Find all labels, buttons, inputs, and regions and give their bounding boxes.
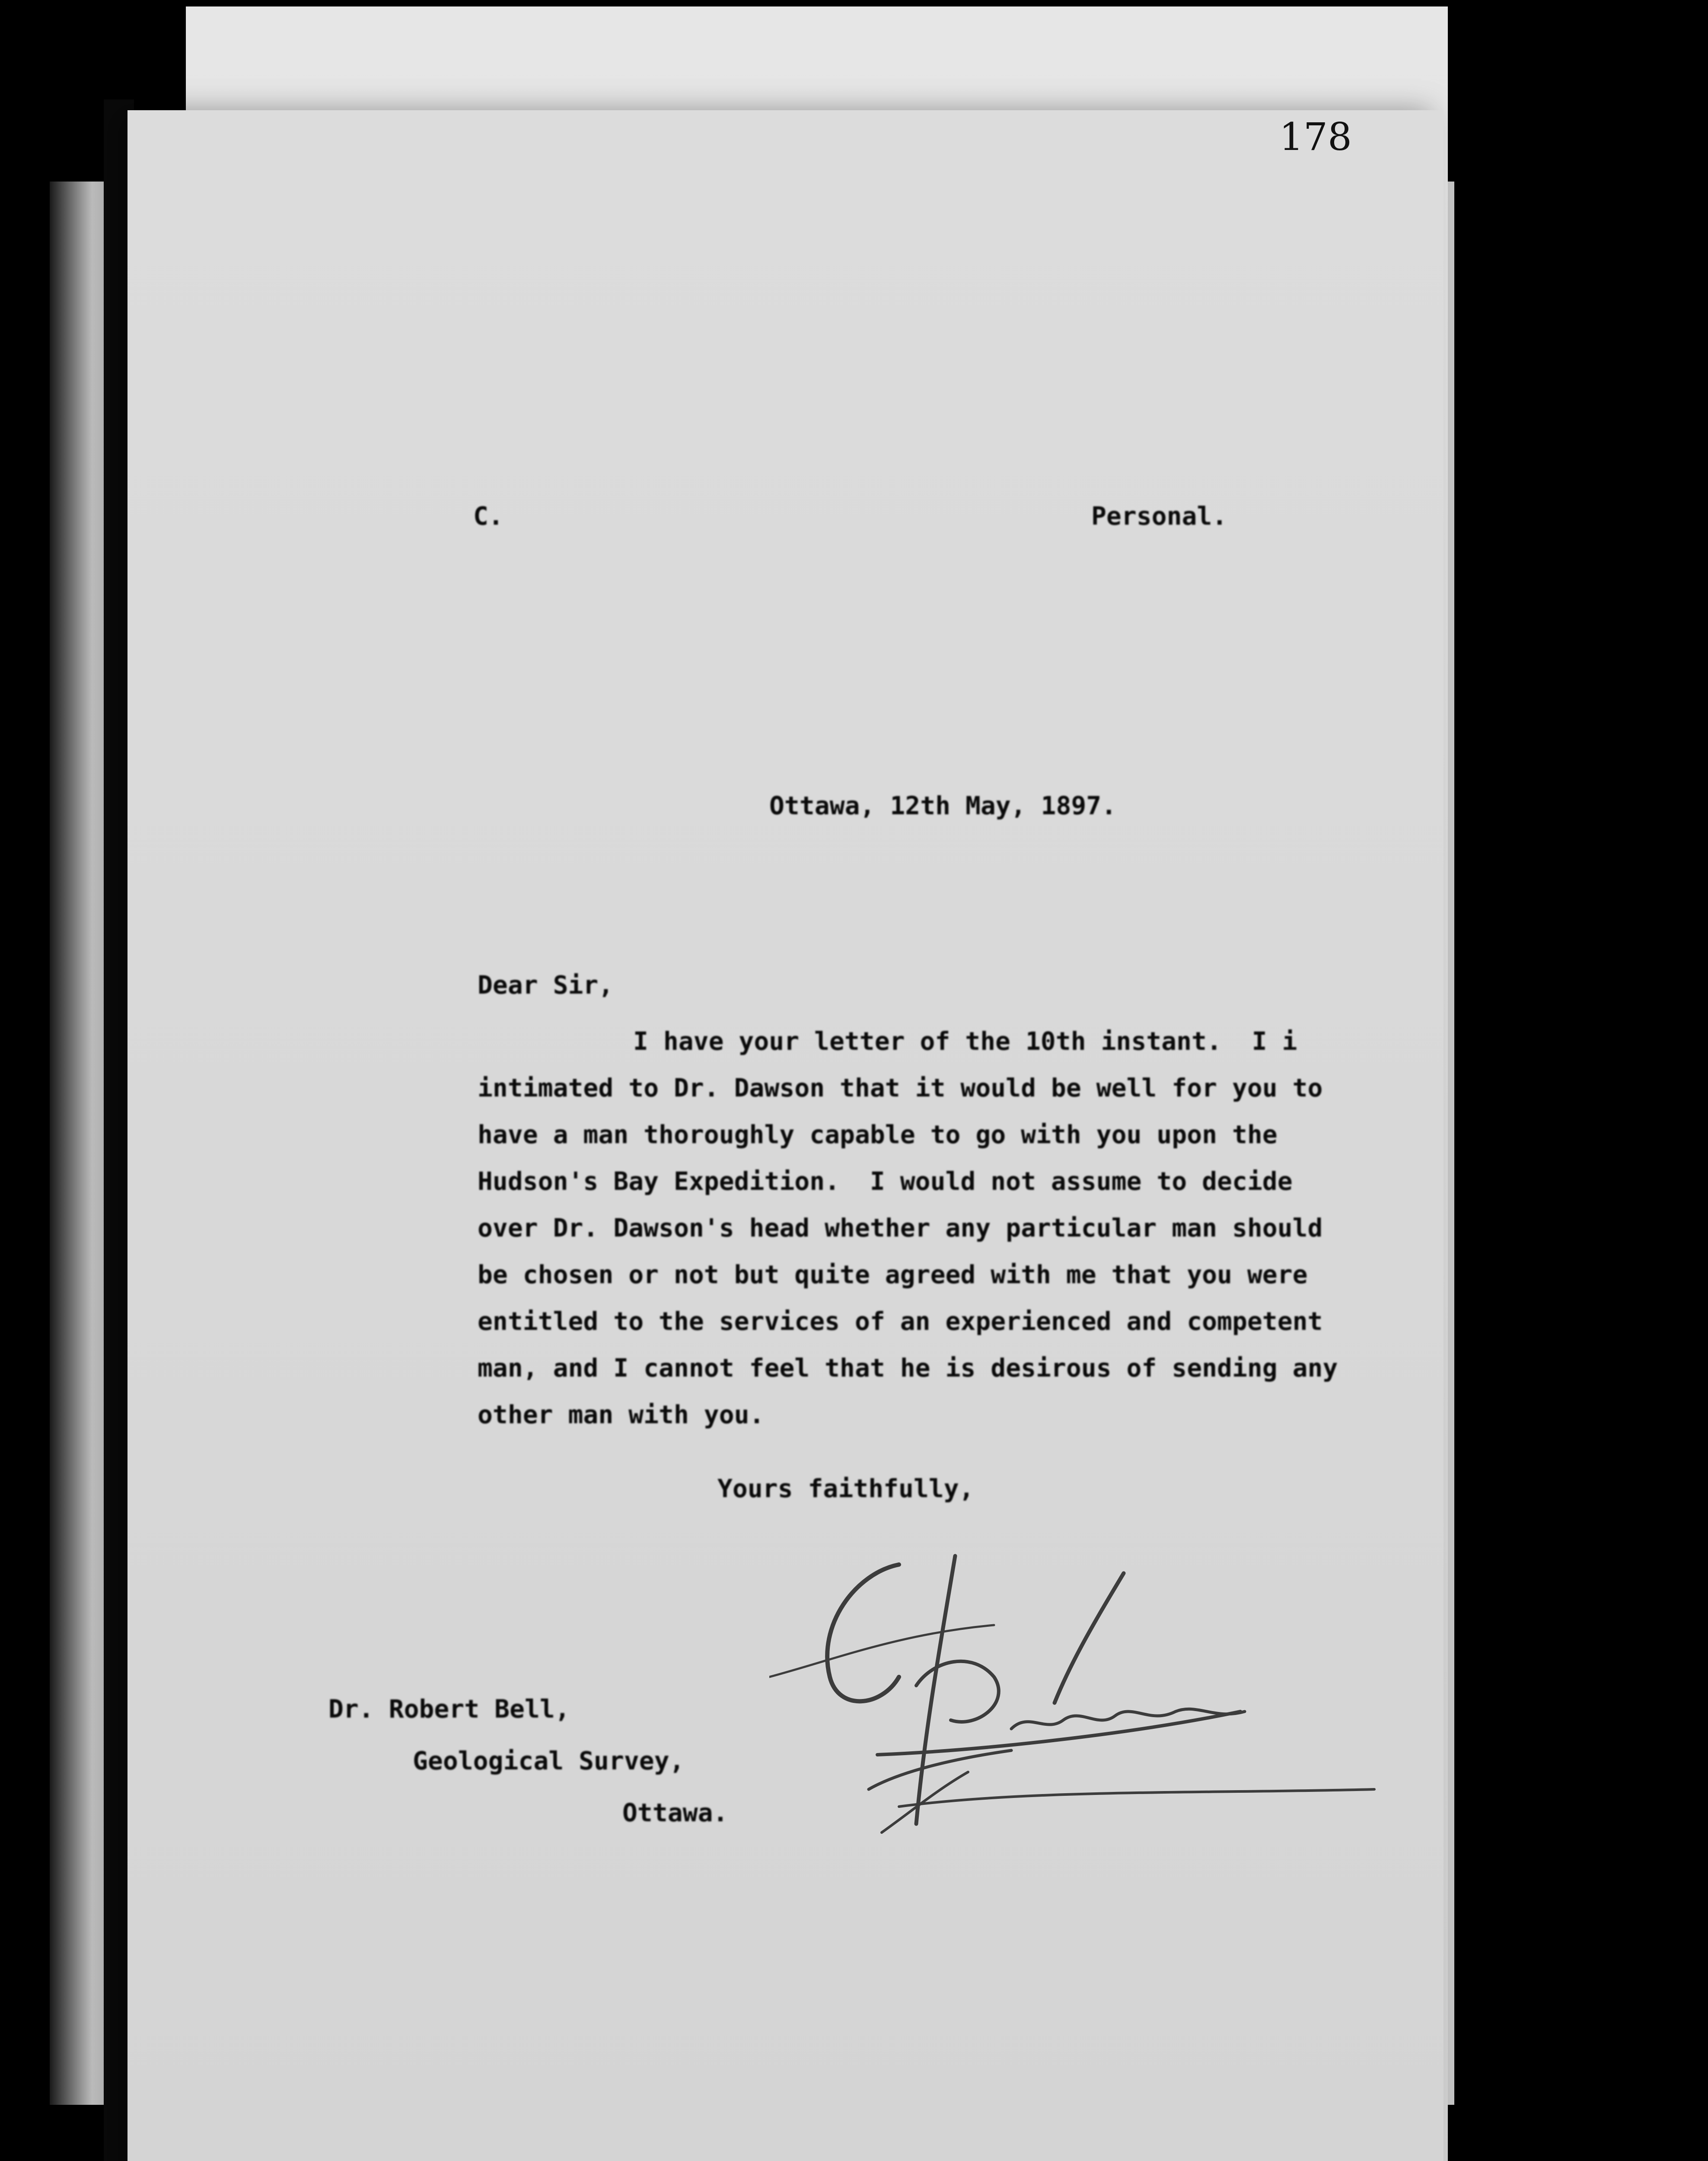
signature-text: Clifford Sifton: [1011, 1733, 1015, 1734]
body-line-9: other man with you.: [478, 1400, 765, 1429]
body-line-6: be chosen or not but quite agreed with me that you were: [478, 1260, 1308, 1289]
body-line-5: over Dr. Dawson's head whether any particular man should: [478, 1213, 1323, 1243]
personal-marking: Personal.: [1091, 501, 1227, 531]
place-date: Ottawa, 12th May, 1897.: [769, 791, 1117, 820]
folio-number: 178: [1279, 115, 1352, 159]
body-line-7: entitled to the services of an experienced and competent: [478, 1307, 1323, 1336]
recipient-name: Dr. Robert Bell,: [328, 1694, 570, 1724]
body-line-4: Hudson's Bay Expedition. I would not assume to decide: [478, 1167, 1293, 1196]
handwritten-signature: [769, 1547, 1396, 1850]
recipient-city: Ottawa.: [622, 1798, 728, 1827]
salutation: Dear Sir,: [478, 970, 614, 1000]
recipient-department: Geological Survey,: [413, 1746, 685, 1775]
body-line-3: have a man thoroughly capable to go with you upon the: [478, 1120, 1278, 1149]
closing: Yours faithfully,: [717, 1474, 974, 1503]
body-line-1: I have your letter of the 10th instant. I i: [633, 1026, 1297, 1056]
body-line-8: man, and I cannot feel that he is desirous of sending any: [478, 1353, 1338, 1383]
file-mark: C.: [473, 501, 503, 531]
body-line-2: intimated to Dr. Dawson that it would be well for you to: [478, 1073, 1323, 1103]
